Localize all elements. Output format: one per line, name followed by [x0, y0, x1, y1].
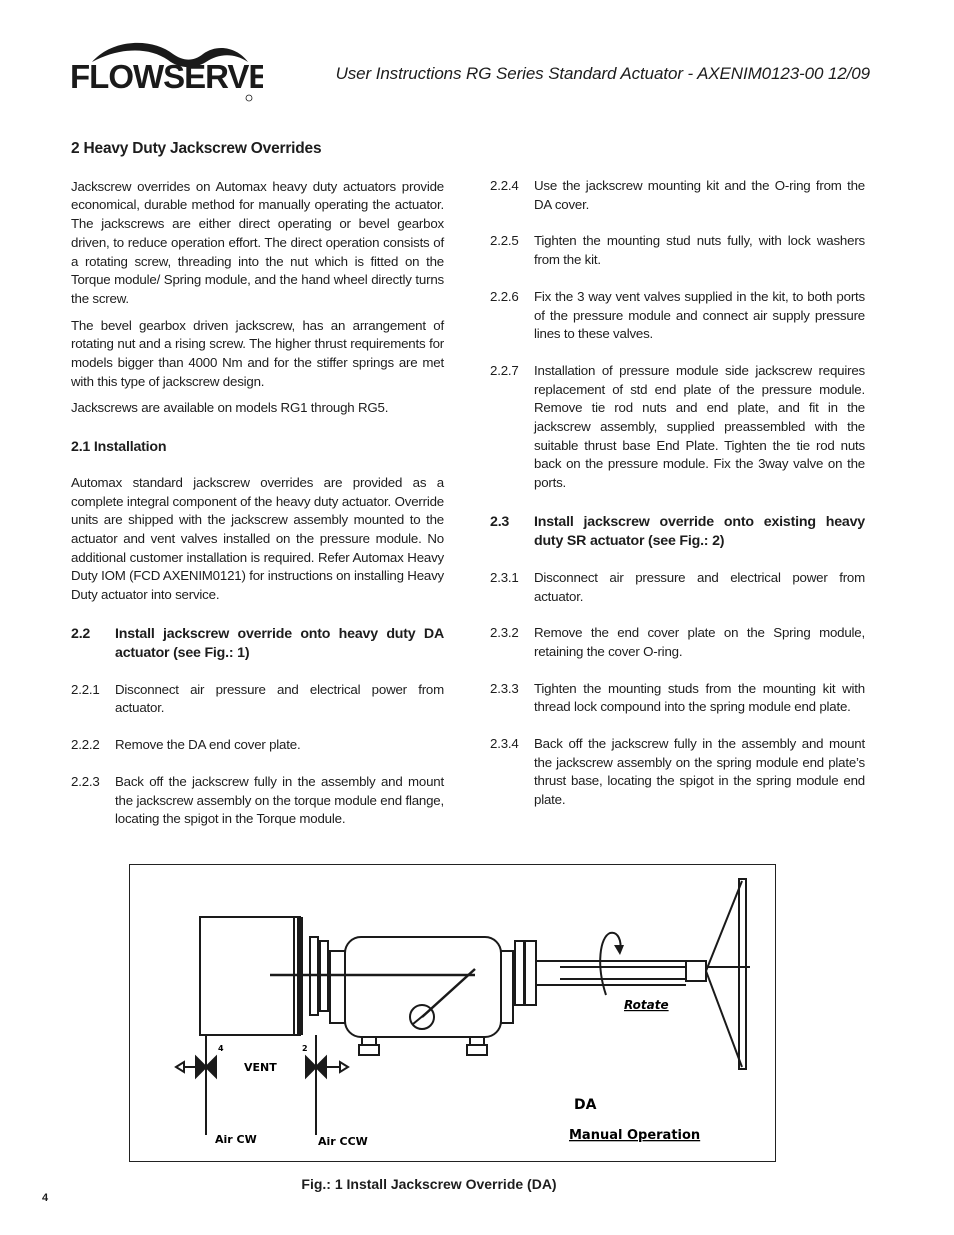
step-text: Disconnect air pressure and electrical power from actuator.	[534, 569, 865, 604]
section-2-2-number: 2.2	[71, 625, 91, 642]
vent-label: VENT	[244, 1061, 277, 1074]
page-number: 4	[42, 1192, 49, 1204]
section-2-2-title: Install jackscrew override onto heavy duty DA actuator (see Fig.: 1)	[115, 625, 444, 661]
step-text: Installation of pressure module side jackscrew requires replacement of std end plate of the pressure module. Remove tie rod nuts and end plate, and fit in the jackscrew assembly, supplied preassembled with the suitable thrust base End Plate. Tighten the tie rod nuts back on the pressure module. Fix the 3way valve on the ports.	[534, 362, 865, 491]
step-2-2-1	[71, 681, 444, 718]
step-text: Tighten the mounting stud nuts fully, with lock washers from the kit.	[534, 233, 865, 268]
flowserve-swoosh-icon	[68, 40, 263, 106]
step-2-3-1	[490, 569, 865, 606]
section-2-3-number: 2.3	[490, 513, 510, 530]
step-2-3-3	[490, 680, 865, 717]
step-number: 2.2.1	[71, 681, 100, 697]
step-text: Remove the DA end cover plate.	[115, 737, 301, 753]
step-2-2-7	[490, 362, 865, 493]
air-cw-label: Air CW	[215, 1133, 257, 1146]
port-4-label: 4	[218, 1044, 224, 1053]
step-text: Disconnect air pressure and electrical power from actuator.	[115, 681, 444, 716]
section-2-heading: 2 Heavy Duty Jackscrew Overrides	[71, 140, 322, 157]
step-number: 2.2.6	[490, 288, 519, 304]
step-number: 2.3.3	[490, 680, 519, 696]
step-2-2-3	[71, 773, 444, 829]
da-label: DA	[574, 1097, 597, 1113]
section-2-1-paragraph: Automax standard jackscrew overrides are provided as a complete integral component of the heavy duty actuator. Override units are shipped with the jackscrew assembly mounted to the actuator and vent valves installed on the pressure module. No additional customer installation is required. Refer Automax Heavy Duty IOM (FCD AXENIM0121) for instructions on installing Heavy Duty actuator into service.	[71, 474, 444, 603]
section-2-paragraph-2: The bevel gearbox driven jackscrew, has an arrangement of rotating nut and a rising screw. The higher thrust requirements for models bigger than 4000 Nm and for the stiffer springs are met with this type of jackscrew design.	[71, 317, 444, 389]
document-title: User Instructions RG Series Standard Actuator - AXENIM0123-00 12/09	[335, 64, 870, 83]
step-number: 2.3.4	[490, 736, 519, 752]
left-column	[71, 140, 444, 829]
section-2-3-title: Install jackscrew override onto existing heavy duty SR actuator (see Fig.: 2)	[534, 513, 865, 549]
step-number: 2.2.5	[490, 233, 519, 249]
step-number: 2.2.7	[490, 362, 519, 378]
right-column	[490, 177, 865, 810]
step-2-3-4	[490, 735, 865, 810]
step-number: 2.3.1	[490, 569, 519, 585]
step-text: Back off the jackscrew fully in the assembly and mount the jackscrew assembly on the torque module end flange, locating the spigot in the Torque module.	[115, 773, 444, 827]
figure-caption: Fig.: 1 Install Jackscrew Override (DA)	[301, 1176, 557, 1192]
step-number: 2.2.4	[490, 178, 519, 193]
step-text: Back off the jackscrew fully in the assembly and mount the jackscrew assembly on the spring module end plate’s thrust base, locating the spigot in the spring module end plate.	[534, 736, 865, 808]
step-text: Tighten the mounting studs from the mounting kit with thread lock compound into the spring module end plate.	[534, 680, 865, 715]
step-text: Use the jackscrew mounting kit and the O-ring from the DA cover.	[534, 178, 865, 212]
step-2-2-2	[71, 736, 444, 755]
step-number: 2.2.2	[71, 737, 100, 753]
pressure-module	[345, 937, 501, 1037]
step-2-2-5	[490, 232, 865, 269]
step-text: Remove the end cover plate on the Spring module, retaining the cover O-ring.	[534, 625, 865, 659]
section-2-paragraph-1: Jackscrew overrides on Automax heavy duty actuators provide economical, durable method for manually operating the actuator. The jackscrews are either direct operating or bevel gearbox driven, to reduce operation effort. The direct operation consists of a rotating screw, threading into the nut which is fitted on the Torque module/ Spring module, and the hand wheel directly turns the screw.	[71, 178, 444, 306]
step-2-3-2	[490, 624, 865, 661]
step-number: 2.2.3	[71, 773, 100, 789]
step-text: Fix the 3 way vent valves supplied in the kit, to both ports of the pressure module and connect air supply pressure lines to these valves.	[534, 288, 865, 342]
figure-jackscrew-da	[129, 864, 776, 1162]
logo-wordmark: FLOWSERVE	[70, 58, 263, 95]
step-2-2-4	[490, 177, 865, 214]
section-2-1-heading: 2.1 Installation	[71, 439, 167, 456]
port-2-label: 2	[302, 1044, 308, 1053]
section-2-2-heading	[71, 625, 444, 663]
section-2-3-heading	[490, 513, 865, 551]
rotate-label: Rotate	[624, 998, 669, 1012]
air-ccw-label: Air CCW	[318, 1135, 368, 1148]
flowserve-logo	[68, 40, 263, 106]
jackscrew-diagram	[130, 865, 777, 1163]
manual-operation-label: Manual Operation	[569, 1128, 701, 1143]
step-number: 2.3.2	[490, 625, 519, 641]
section-2-paragraph-3: Jackscrews are available on models RG1 through RG5.	[71, 400, 389, 416]
step-2-2-6	[490, 288, 865, 344]
